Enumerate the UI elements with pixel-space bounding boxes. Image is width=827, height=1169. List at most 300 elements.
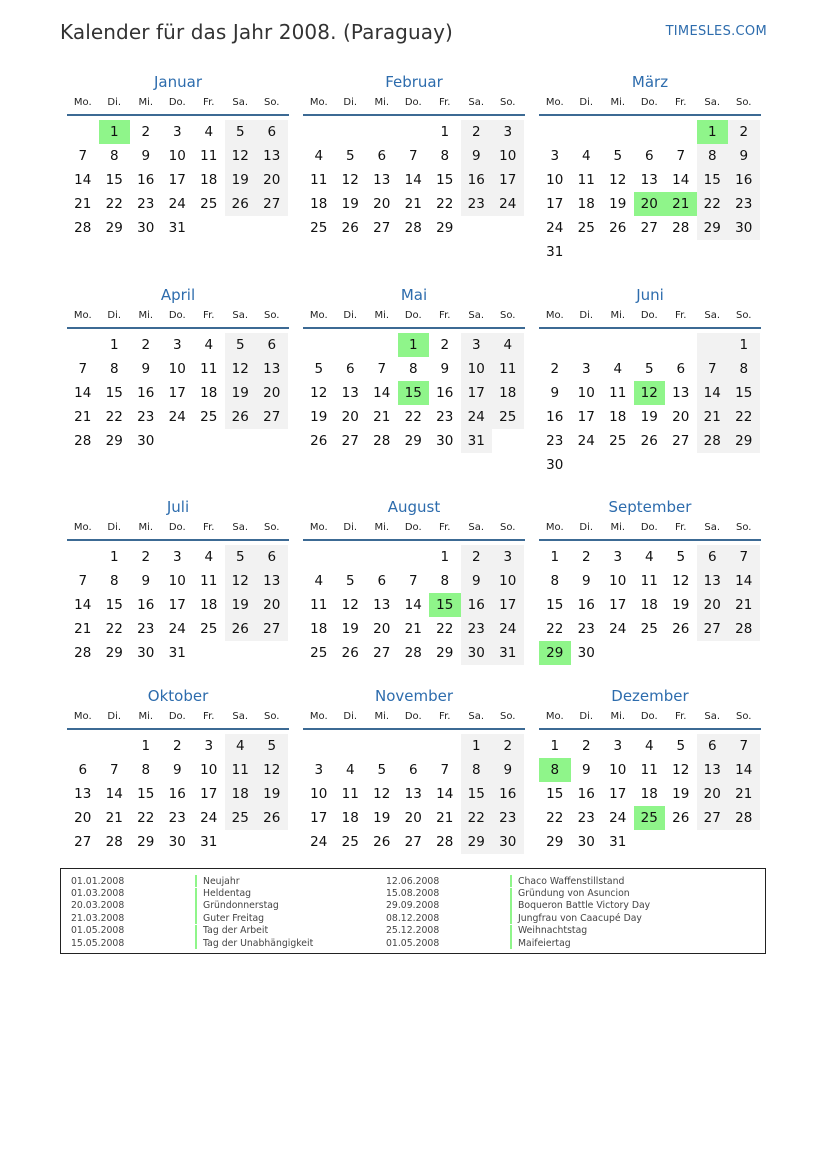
- day-cell[interactable]: 10: [577, 385, 595, 401]
- day-cell[interactable]: 29: [105, 220, 123, 236]
- day-cell[interactable]: 4: [581, 148, 591, 164]
- day-cell[interactable]: 14: [74, 385, 92, 401]
- day-cell[interactable]: 6: [697, 545, 729, 569]
- day-cell[interactable]: 12: [341, 172, 359, 188]
- day-cell[interactable]: 21: [665, 192, 697, 216]
- day-cell[interactable]: 20: [256, 168, 288, 192]
- day-cell[interactable]: 2: [728, 120, 760, 144]
- day-cell[interactable]: 14: [436, 786, 454, 802]
- day-cell[interactable]: 19: [256, 782, 288, 806]
- day-cell[interactable]: 16: [436, 385, 454, 401]
- day-cell[interactable]: 13: [373, 597, 391, 613]
- day-cell[interactable]: 19: [341, 621, 359, 637]
- site-link[interactable]: TIMESLES.COM: [665, 24, 767, 39]
- day-cell[interactable]: 9: [581, 573, 591, 589]
- day-cell[interactable]: 15: [105, 385, 123, 401]
- day-cell[interactable]: 11: [640, 573, 658, 589]
- day-cell[interactable]: 8: [697, 144, 729, 168]
- day-cell[interactable]: 20: [697, 782, 729, 806]
- day-cell[interactable]: 28: [74, 645, 92, 661]
- day-cell[interactable]: 23: [546, 433, 564, 449]
- day-cell[interactable]: 31: [461, 429, 493, 453]
- day-cell[interactable]: 24: [168, 409, 186, 425]
- day-cell[interactable]: 26: [341, 220, 359, 236]
- day-cell[interactable]: 7: [728, 734, 760, 758]
- day-cell[interactable]: 3: [172, 124, 182, 140]
- day-cell[interactable]: 9: [141, 148, 151, 164]
- day-cell[interactable]: 29: [436, 645, 454, 661]
- day-cell[interactable]: 20: [256, 593, 288, 617]
- day-cell[interactable]: 3: [461, 333, 493, 357]
- day-cell[interactable]: 26: [256, 806, 288, 830]
- day-cell[interactable]: 12: [373, 786, 391, 802]
- day-cell[interactable]: 29: [539, 641, 571, 665]
- day-cell[interactable]: 6: [78, 762, 88, 778]
- day-cell[interactable]: 31: [200, 834, 218, 850]
- day-cell[interactable]: 9: [461, 144, 493, 168]
- day-cell[interactable]: 14: [672, 172, 690, 188]
- day-cell[interactable]: 24: [609, 810, 627, 826]
- day-cell[interactable]: 24: [609, 621, 627, 637]
- day-cell[interactable]: 13: [640, 172, 658, 188]
- day-cell[interactable]: 1: [697, 120, 729, 144]
- day-cell[interactable]: 1: [109, 337, 119, 353]
- day-cell[interactable]: 19: [341, 196, 359, 212]
- day-cell[interactable]: 22: [105, 409, 123, 425]
- day-cell[interactable]: 26: [672, 810, 690, 826]
- day-cell[interactable]: 17: [492, 593, 524, 617]
- day-cell[interactable]: 30: [577, 645, 595, 661]
- day-cell[interactable]: 22: [461, 806, 493, 830]
- day-cell[interactable]: 21: [74, 196, 92, 212]
- day-cell[interactable]: 14: [105, 786, 123, 802]
- day-cell[interactable]: 5: [314, 361, 324, 377]
- day-cell[interactable]: 27: [640, 220, 658, 236]
- day-cell[interactable]: 6: [345, 361, 355, 377]
- day-cell[interactable]: 19: [373, 810, 391, 826]
- day-cell[interactable]: 26: [373, 834, 391, 850]
- day-cell[interactable]: 30: [461, 641, 493, 665]
- day-cell[interactable]: 19: [310, 409, 328, 425]
- day-cell[interactable]: 1: [398, 333, 430, 357]
- day-cell[interactable]: 1: [461, 734, 493, 758]
- day-cell[interactable]: 11: [640, 762, 658, 778]
- day-cell[interactable]: 27: [256, 617, 288, 641]
- day-cell[interactable]: 28: [105, 834, 123, 850]
- day-cell[interactable]: 17: [577, 409, 595, 425]
- day-cell[interactable]: 19: [609, 196, 627, 212]
- day-cell[interactable]: 6: [408, 762, 418, 778]
- day-cell[interactable]: 1: [550, 549, 560, 565]
- day-cell[interactable]: 21: [728, 593, 760, 617]
- day-cell[interactable]: 4: [644, 549, 654, 565]
- day-cell[interactable]: 29: [105, 433, 123, 449]
- day-cell[interactable]: 18: [492, 381, 524, 405]
- day-cell[interactable]: 14: [74, 172, 92, 188]
- day-cell[interactable]: 23: [436, 409, 454, 425]
- day-cell[interactable]: 7: [78, 573, 88, 589]
- day-cell[interactable]: 10: [310, 786, 328, 802]
- day-cell[interactable]: 19: [672, 597, 690, 613]
- day-cell[interactable]: 7: [78, 148, 88, 164]
- day-cell[interactable]: 27: [697, 617, 729, 641]
- day-cell[interactable]: 28: [373, 433, 391, 449]
- day-cell[interactable]: 13: [672, 385, 690, 401]
- day-cell[interactable]: 1: [440, 549, 450, 565]
- day-cell[interactable]: 26: [609, 220, 627, 236]
- day-cell[interactable]: 16: [728, 168, 760, 192]
- day-cell[interactable]: 8: [109, 573, 119, 589]
- day-cell[interactable]: 3: [613, 738, 623, 754]
- day-cell[interactable]: 16: [137, 385, 155, 401]
- day-cell[interactable]: 7: [408, 573, 418, 589]
- day-cell[interactable]: 20: [697, 593, 729, 617]
- day-cell[interactable]: 16: [168, 786, 186, 802]
- day-cell[interactable]: 22: [697, 192, 729, 216]
- day-cell[interactable]: 23: [577, 810, 595, 826]
- day-cell[interactable]: 25: [634, 806, 666, 830]
- day-cell[interactable]: 15: [429, 593, 461, 617]
- day-cell[interactable]: 3: [550, 148, 560, 164]
- day-cell[interactable]: 31: [609, 834, 627, 850]
- day-cell[interactable]: 12: [672, 762, 690, 778]
- day-cell[interactable]: 20: [404, 810, 422, 826]
- day-cell[interactable]: 18: [310, 196, 328, 212]
- day-cell[interactable]: 4: [314, 573, 324, 589]
- day-cell[interactable]: 16: [137, 597, 155, 613]
- day-cell[interactable]: 11: [310, 597, 328, 613]
- day-cell[interactable]: 15: [436, 172, 454, 188]
- day-cell[interactable]: 6: [676, 361, 686, 377]
- day-cell[interactable]: 17: [609, 786, 627, 802]
- day-cell[interactable]: 20: [672, 409, 690, 425]
- day-cell[interactable]: 25: [341, 834, 359, 850]
- day-cell[interactable]: 1: [440, 124, 450, 140]
- day-cell[interactable]: 14: [728, 758, 760, 782]
- day-cell[interactable]: 23: [137, 196, 155, 212]
- day-cell[interactable]: 24: [200, 810, 218, 826]
- day-cell[interactable]: 17: [492, 168, 524, 192]
- day-cell[interactable]: 13: [697, 758, 729, 782]
- day-cell[interactable]: 22: [404, 409, 422, 425]
- day-cell[interactable]: 11: [310, 172, 328, 188]
- day-cell[interactable]: 13: [256, 569, 288, 593]
- day-cell[interactable]: 24: [492, 617, 524, 641]
- day-cell[interactable]: 5: [345, 573, 355, 589]
- day-cell[interactable]: 30: [168, 834, 186, 850]
- day-cell[interactable]: 22: [105, 196, 123, 212]
- day-cell[interactable]: 4: [204, 124, 214, 140]
- day-cell[interactable]: 6: [697, 734, 729, 758]
- day-cell[interactable]: 20: [634, 192, 666, 216]
- day-cell[interactable]: 12: [225, 144, 257, 168]
- day-cell[interactable]: 10: [168, 361, 186, 377]
- day-cell[interactable]: 21: [697, 405, 729, 429]
- day-cell[interactable]: 13: [341, 385, 359, 401]
- day-cell[interactable]: 11: [200, 573, 218, 589]
- day-cell[interactable]: 10: [461, 357, 493, 381]
- day-cell[interactable]: 31: [168, 220, 186, 236]
- day-cell[interactable]: 19: [225, 168, 257, 192]
- day-cell[interactable]: 1: [109, 549, 119, 565]
- day-cell[interactable]: 12: [225, 569, 257, 593]
- day-cell[interactable]: 10: [609, 573, 627, 589]
- day-cell[interactable]: 7: [697, 357, 729, 381]
- day-cell[interactable]: 16: [546, 409, 564, 425]
- day-cell[interactable]: 13: [256, 144, 288, 168]
- day-cell[interactable]: 24: [461, 405, 493, 429]
- day-cell[interactable]: 31: [168, 645, 186, 661]
- day-cell[interactable]: 16: [492, 782, 524, 806]
- day-cell[interactable]: 16: [577, 786, 595, 802]
- day-cell[interactable]: 23: [728, 192, 760, 216]
- day-cell[interactable]: 26: [225, 405, 257, 429]
- day-cell[interactable]: 25: [609, 433, 627, 449]
- day-cell[interactable]: 19: [640, 409, 658, 425]
- day-cell[interactable]: 8: [408, 361, 418, 377]
- day-cell[interactable]: 7: [408, 148, 418, 164]
- day-cell[interactable]: 8: [109, 361, 119, 377]
- day-cell[interactable]: 6: [644, 148, 654, 164]
- day-cell[interactable]: 4: [644, 738, 654, 754]
- day-cell[interactable]: 21: [436, 810, 454, 826]
- day-cell[interactable]: 6: [377, 573, 387, 589]
- day-cell[interactable]: 8: [440, 148, 450, 164]
- day-cell[interactable]: 27: [697, 806, 729, 830]
- day-cell[interactable]: 24: [577, 433, 595, 449]
- day-cell[interactable]: 18: [609, 409, 627, 425]
- day-cell[interactable]: 17: [168, 172, 186, 188]
- day-cell[interactable]: 1: [141, 738, 151, 754]
- day-cell[interactable]: 22: [728, 405, 760, 429]
- day-cell[interactable]: 27: [256, 405, 288, 429]
- day-cell[interactable]: 5: [225, 120, 257, 144]
- day-cell[interactable]: 3: [204, 738, 214, 754]
- day-cell[interactable]: 22: [546, 810, 564, 826]
- day-cell[interactable]: 5: [377, 762, 387, 778]
- day-cell[interactable]: 28: [697, 429, 729, 453]
- day-cell[interactable]: 23: [492, 806, 524, 830]
- day-cell[interactable]: 30: [577, 834, 595, 850]
- day-cell[interactable]: 7: [109, 762, 119, 778]
- day-cell[interactable]: 7: [440, 762, 450, 778]
- day-cell[interactable]: 20: [373, 196, 391, 212]
- day-cell[interactable]: 5: [613, 148, 623, 164]
- day-cell[interactable]: 16: [137, 172, 155, 188]
- day-cell[interactable]: 21: [74, 409, 92, 425]
- day-cell[interactable]: 29: [728, 429, 760, 453]
- day-cell[interactable]: 28: [404, 220, 422, 236]
- day-cell[interactable]: 12: [341, 597, 359, 613]
- day-cell[interactable]: 4: [492, 333, 524, 357]
- day-cell[interactable]: 8: [141, 762, 151, 778]
- day-cell[interactable]: 30: [436, 433, 454, 449]
- day-cell[interactable]: 29: [461, 830, 493, 854]
- day-cell[interactable]: 25: [200, 621, 218, 637]
- day-cell[interactable]: 4: [204, 337, 214, 353]
- day-cell[interactable]: 11: [225, 758, 257, 782]
- day-cell[interactable]: 4: [345, 762, 355, 778]
- day-cell[interactable]: 23: [168, 810, 186, 826]
- day-cell[interactable]: 22: [137, 810, 155, 826]
- day-cell[interactable]: 15: [697, 168, 729, 192]
- day-cell[interactable]: 12: [256, 758, 288, 782]
- day-cell[interactable]: 3: [492, 120, 524, 144]
- day-cell[interactable]: 6: [256, 120, 288, 144]
- day-cell[interactable]: 2: [172, 738, 182, 754]
- day-cell[interactable]: 9: [172, 762, 182, 778]
- day-cell[interactable]: 26: [225, 617, 257, 641]
- day-cell[interactable]: 3: [492, 545, 524, 569]
- day-cell[interactable]: 15: [398, 381, 430, 405]
- day-cell[interactable]: 8: [728, 357, 760, 381]
- day-cell[interactable]: 2: [141, 124, 151, 140]
- day-cell[interactable]: 4: [314, 148, 324, 164]
- day-cell[interactable]: 9: [728, 144, 760, 168]
- day-cell[interactable]: 7: [728, 545, 760, 569]
- day-cell[interactable]: 7: [676, 148, 686, 164]
- day-cell[interactable]: 16: [461, 168, 493, 192]
- day-cell[interactable]: 15: [728, 381, 760, 405]
- day-cell[interactable]: 28: [672, 220, 690, 236]
- day-cell[interactable]: 17: [200, 786, 218, 802]
- day-cell[interactable]: 4: [613, 361, 623, 377]
- day-cell[interactable]: 29: [546, 834, 564, 850]
- day-cell[interactable]: 3: [581, 361, 591, 377]
- day-cell[interactable]: 11: [492, 357, 524, 381]
- day-cell[interactable]: 8: [461, 758, 493, 782]
- day-cell[interactable]: 27: [672, 433, 690, 449]
- day-cell[interactable]: 15: [461, 782, 493, 806]
- day-cell[interactable]: 2: [492, 734, 524, 758]
- day-cell[interactable]: 11: [341, 786, 359, 802]
- day-cell[interactable]: 23: [137, 621, 155, 637]
- day-cell[interactable]: 18: [640, 786, 658, 802]
- day-cell[interactable]: 2: [461, 545, 493, 569]
- day-cell[interactable]: 14: [404, 597, 422, 613]
- day-cell[interactable]: 17: [461, 381, 493, 405]
- day-cell[interactable]: 20: [341, 409, 359, 425]
- day-cell[interactable]: 7: [78, 361, 88, 377]
- day-cell[interactable]: 21: [404, 621, 422, 637]
- day-cell[interactable]: 1: [728, 333, 760, 357]
- day-cell[interactable]: 18: [310, 621, 328, 637]
- day-cell[interactable]: 27: [373, 645, 391, 661]
- day-cell[interactable]: 17: [310, 810, 328, 826]
- day-cell[interactable]: 29: [436, 220, 454, 236]
- day-cell[interactable]: 3: [613, 549, 623, 565]
- day-cell[interactable]: 28: [436, 834, 454, 850]
- day-cell[interactable]: 25: [310, 220, 328, 236]
- day-cell[interactable]: 6: [256, 545, 288, 569]
- day-cell[interactable]: 10: [609, 762, 627, 778]
- day-cell[interactable]: 18: [200, 385, 218, 401]
- day-cell[interactable]: 13: [373, 172, 391, 188]
- day-cell[interactable]: 14: [74, 597, 92, 613]
- day-cell[interactable]: 10: [546, 172, 564, 188]
- day-cell[interactable]: 9: [141, 361, 151, 377]
- day-cell[interactable]: 5: [225, 545, 257, 569]
- day-cell[interactable]: 5: [256, 734, 288, 758]
- day-cell[interactable]: 27: [256, 192, 288, 216]
- day-cell[interactable]: 24: [310, 834, 328, 850]
- day-cell[interactable]: 8: [440, 573, 450, 589]
- day-cell[interactable]: 28: [74, 220, 92, 236]
- day-cell[interactable]: 26: [341, 645, 359, 661]
- day-cell[interactable]: 21: [404, 196, 422, 212]
- day-cell[interactable]: 23: [137, 409, 155, 425]
- day-cell[interactable]: 2: [141, 337, 151, 353]
- day-cell[interactable]: 25: [577, 220, 595, 236]
- day-cell[interactable]: 17: [609, 597, 627, 613]
- day-cell[interactable]: 25: [640, 621, 658, 637]
- day-cell[interactable]: 11: [577, 172, 595, 188]
- day-cell[interactable]: 17: [546, 196, 564, 212]
- day-cell[interactable]: 23: [461, 617, 493, 641]
- day-cell[interactable]: 18: [341, 810, 359, 826]
- day-cell[interactable]: 28: [74, 433, 92, 449]
- day-cell[interactable]: 19: [225, 593, 257, 617]
- day-cell[interactable]: 26: [672, 621, 690, 637]
- day-cell[interactable]: 25: [310, 645, 328, 661]
- day-cell[interactable]: 9: [492, 758, 524, 782]
- day-cell[interactable]: 12: [634, 381, 666, 405]
- day-cell[interactable]: 29: [697, 216, 729, 240]
- day-cell[interactable]: 1: [99, 120, 131, 144]
- day-cell[interactable]: 25: [200, 409, 218, 425]
- day-cell[interactable]: 10: [200, 762, 218, 778]
- day-cell[interactable]: 31: [492, 641, 524, 665]
- day-cell[interactable]: 22: [105, 621, 123, 637]
- day-cell[interactable]: 15: [137, 786, 155, 802]
- day-cell[interactable]: 29: [137, 834, 155, 850]
- day-cell[interactable]: 9: [581, 762, 591, 778]
- day-cell[interactable]: 24: [168, 196, 186, 212]
- day-cell[interactable]: 28: [404, 645, 422, 661]
- day-cell[interactable]: 5: [345, 148, 355, 164]
- day-cell[interactable]: 13: [697, 569, 729, 593]
- day-cell[interactable]: 20: [256, 381, 288, 405]
- day-cell[interactable]: 28: [728, 617, 760, 641]
- day-cell[interactable]: 11: [200, 148, 218, 164]
- day-cell[interactable]: 2: [141, 549, 151, 565]
- day-cell[interactable]: 12: [672, 573, 690, 589]
- day-cell[interactable]: 2: [550, 361, 560, 377]
- day-cell[interactable]: 7: [377, 361, 387, 377]
- day-cell[interactable]: 10: [168, 573, 186, 589]
- day-cell[interactable]: 15: [546, 597, 564, 613]
- day-cell[interactable]: 5: [225, 333, 257, 357]
- day-cell[interactable]: 18: [200, 172, 218, 188]
- day-cell[interactable]: 12: [609, 172, 627, 188]
- day-cell[interactable]: 5: [676, 549, 686, 565]
- day-cell[interactable]: 30: [137, 220, 155, 236]
- day-cell[interactable]: 26: [225, 192, 257, 216]
- day-cell[interactable]: 8: [109, 148, 119, 164]
- day-cell[interactable]: 31: [546, 244, 564, 260]
- day-cell[interactable]: 9: [550, 385, 560, 401]
- day-cell[interactable]: 2: [581, 738, 591, 754]
- day-cell[interactable]: 2: [581, 549, 591, 565]
- day-cell[interactable]: 22: [436, 621, 454, 637]
- day-cell[interactable]: 13: [74, 786, 92, 802]
- day-cell[interactable]: 15: [105, 597, 123, 613]
- day-cell[interactable]: 17: [168, 385, 186, 401]
- day-cell[interactable]: 16: [577, 597, 595, 613]
- day-cell[interactable]: 6: [256, 333, 288, 357]
- day-cell[interactable]: 30: [137, 645, 155, 661]
- day-cell[interactable]: 20: [373, 621, 391, 637]
